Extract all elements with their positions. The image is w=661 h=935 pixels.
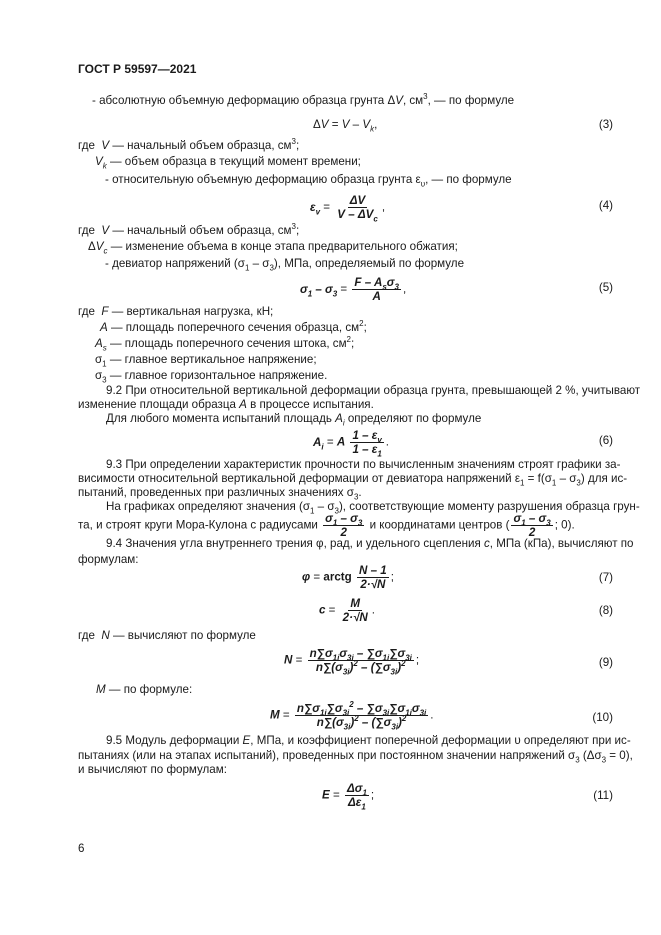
text-line: - относительную объемную деформацию образца грунта $\varepsilon_\upsilon$, — по формуле [105,173,512,189]
text-line: пытаний, проведенных при различных значениях $\sigma_3$. [78,486,362,502]
text-line: $A_s$ — площадь поперечного сечения штока, $см^2$; [95,335,355,353]
text-line: На графиках определяют значения $(\sigma_1 - \sigma_3)$, соответствующие моменту разрушения образца грун- [106,500,640,516]
text-line: где V — начальный объем образца, $см^3$; [78,222,300,237]
text-line: формулам: [78,553,139,566]
text-line: изменение площади образца A в процессе испытания. [78,398,374,411]
text-line: M — по формуле: [96,683,193,696]
equation-number-4: (4) [598,199,613,212]
text-line: 9.3 При определении характеристик прочности по вычисленным значениям строят графики за- [106,458,621,471]
text-line: $V_k$ — объем образца в текущий момент времени; [95,155,361,171]
equation-number-6: (6) [598,434,613,447]
text-line: $\sigma_3$ — главное горизонтальное напряжение. [95,369,328,385]
equation-number-3: (3) [598,118,613,131]
text-line: где F — вертикальная нагрузка, кН; [78,305,274,318]
formula-3: $\Delta V = V - V_k$, [313,118,378,134]
formula-11: E = $\frac{\Delta\sigma_1}{\Delta\varepsilon_1}$ ; [322,782,375,812]
text-line: Для любого момента испытаний площадь $A_i$ определяют по формуле [106,412,482,428]
text-line: где V — начальный объем образца, $см^3$; [78,137,300,152]
formula-10: M = $\frac{n\sum\sigma_{1i}\sum\sigma_{3i}^2 - \sum\sigma_{3i}\sum\sigma_{1i}\sigma_{3i}}{n\sum(\sigma_{3i})^2 - (\sum\sigma_{3i})^2}$ . [270,700,434,732]
text-line: 9.4 Значения угла внутреннего трения φ, рад, и удельного сцепления c, МПа (кПа), вычисляют по [106,537,634,550]
text-line: - абсолютную объемную деформацию образца грунта ΔV, $см^3$, — по формуле [92,92,515,107]
equation-number-7: (7) [598,571,613,584]
text-line: висимости относительной вертикальной деформации от девиатора напряжений $\varepsilon_1 = f(\sigma_1 - \sigma_3)$ для ис- [78,472,628,488]
formula-6: $A_i = A$ $\frac{1 - \varepsilon_v}{1 - \varepsilon_1}$ . [313,429,390,459]
formula-5: $\sigma_1 - \sigma_3$ = $\frac{F - A_s\sigma_3}{A}$ , [300,276,407,303]
page-number: 6 [78,842,85,855]
text-line: $\Delta V_c$ — изменение объема в конце этапа предварительного обжатия; [88,240,458,256]
text-line: и вычисляют по формулам: [78,763,227,776]
formula-8: c = $\frac{M}{2\cdot√N}$ . [319,597,375,624]
equation-number-8: (8) [598,604,613,617]
text-line: 9.2 При относительной вертикальной деформации образца грунта, превышающей 2 %, учитывают [106,384,641,397]
text-line: A — площадь поперечного сечения образца, $см^2$; [100,319,367,334]
page-header: ГОСТ Р 59597—2021 [78,62,197,76]
formula-7: φ = arctg $\frac{N - 1}{2\cdot√N}$ ; [302,564,394,591]
equation-number-10: (10) [592,711,613,724]
text-line: - девиатор напряжений $(\sigma_1 - \sigma_3)$, МПа, определяемый по формуле [105,257,465,273]
formula-4: $\varepsilon_v$ = $\frac{\Delta V}{V - \Delta V_c}$ , [310,194,386,224]
formula-9: N = $\frac{n\sum\sigma_{1i}\sigma_{3i} - \sum\sigma_{1i}\sum\sigma_{3i}}{n\sum(\sigma_{3i})^2 - (\sum\sigma_{3i})^2}$ ; [284,647,420,677]
text-line: пытаниях (или на этапах испытаний), проведенных при постоянном значении напряжений $\sigma_3$ $(\Delta\sigma_3 = 0)$, [78,749,633,765]
text-line: где N — вычисляют по формуле [78,629,256,642]
text-line: та, и строят круги Мора-Кулона с радиусами $\frac{\sigma_1 - \sigma_3}{2}$ и координатами центров ( $\frac{\sigma_1 - \sigma_3}{2}$ ; 0). [78,512,575,539]
equation-number-9: (9) [598,656,613,669]
equation-number-5: (5) [598,281,613,294]
equation-number-11: (11) [593,789,613,802]
text-line: $\sigma_1$ — главное вертикальное напряжение; [95,353,317,369]
text-line: 9.5 Модуль деформации E, МПа, и коэффициент поперечной деформации υ определяют при ис- [106,734,631,747]
